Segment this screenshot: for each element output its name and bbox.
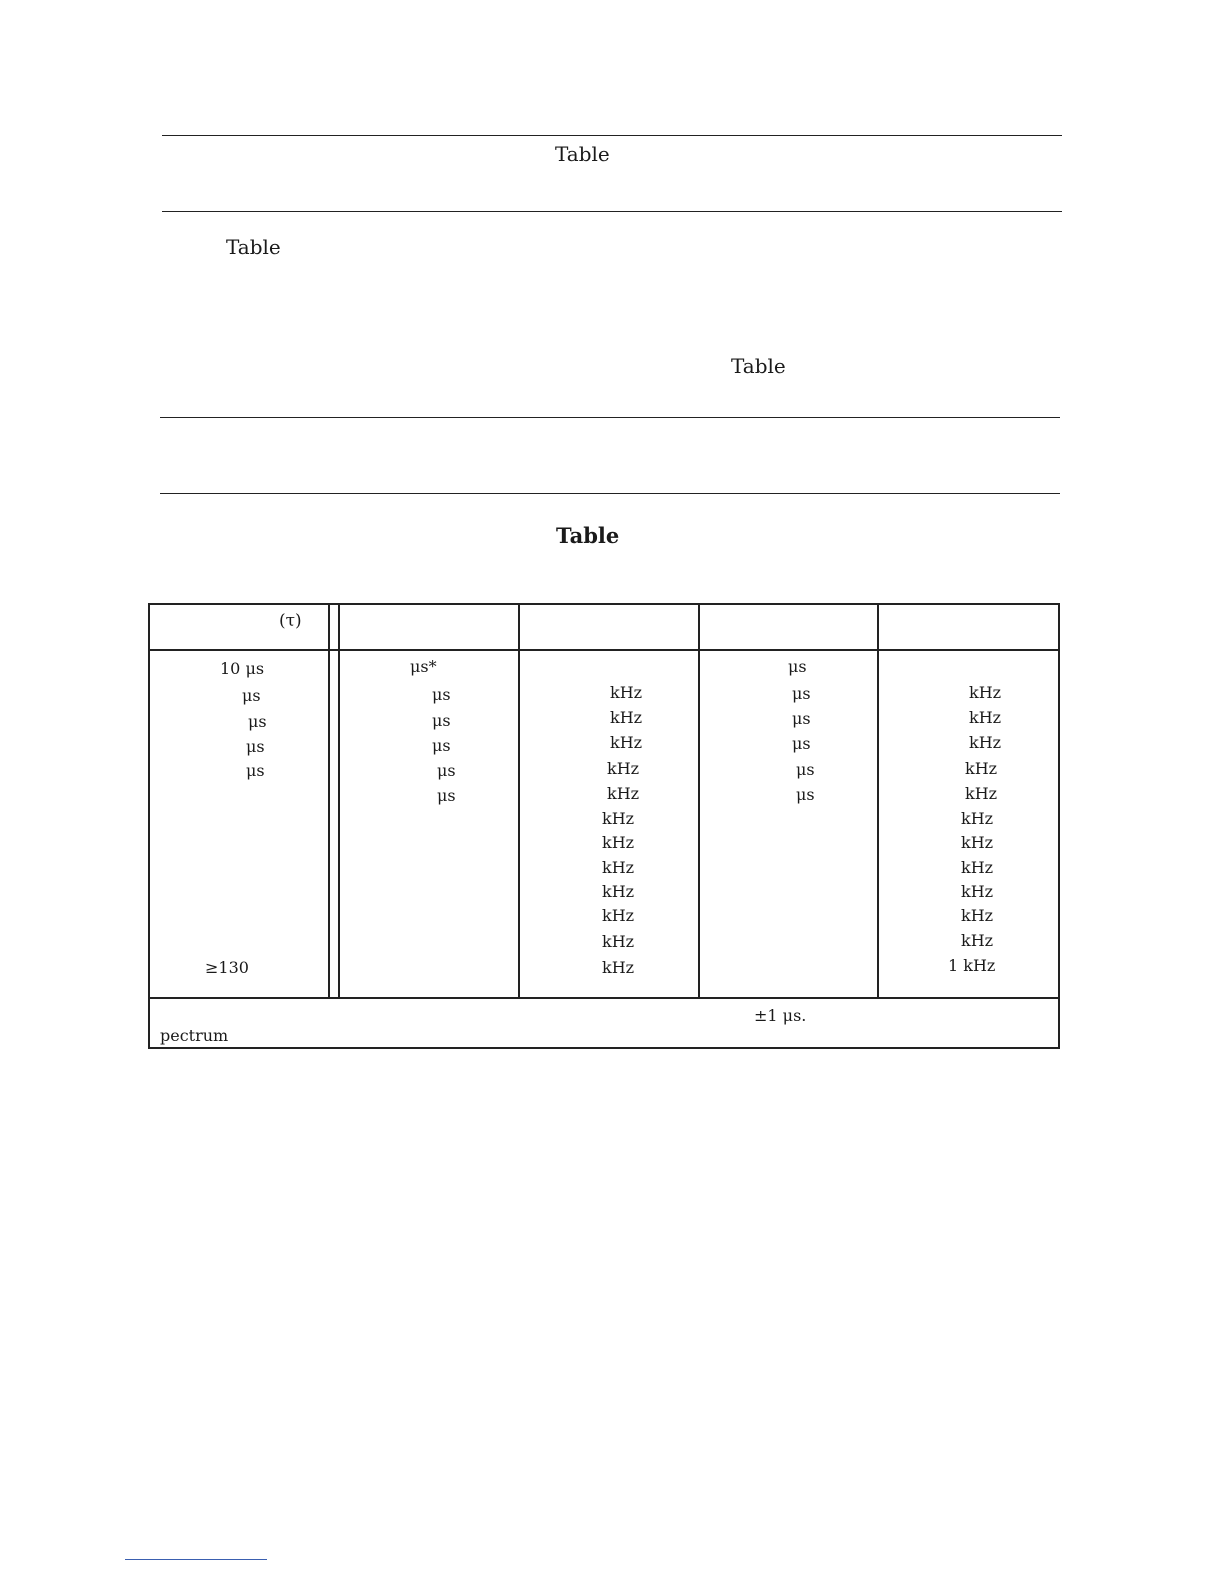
- footer-divider: [148, 997, 1060, 999]
- table-cell: kHz: [607, 759, 640, 778]
- mid-rule-1: [160, 417, 1060, 418]
- table-ref-2: Table: [226, 235, 281, 259]
- table-cell: kHz: [602, 858, 635, 877]
- col-divider-2: [698, 603, 700, 999]
- table-cell: μs: [792, 734, 811, 753]
- table-cell: kHz: [965, 784, 998, 803]
- table-cell: μs: [246, 761, 265, 780]
- table-cell: kHz: [610, 683, 643, 702]
- table-cell: μs: [792, 684, 811, 703]
- table-cell: kHz: [969, 708, 1002, 727]
- table-cell: kHz: [969, 683, 1002, 702]
- col-divider-1: [518, 603, 520, 999]
- table-cell: kHz: [961, 833, 994, 852]
- table-cell: μs: [432, 736, 451, 755]
- table-title: Table: [556, 523, 620, 548]
- table-cell: kHz: [602, 833, 635, 852]
- table-cell: μs: [432, 711, 451, 730]
- table-cell: μs: [437, 786, 456, 805]
- table-cell: kHz: [961, 931, 994, 950]
- mid-rule-2: [160, 493, 1060, 494]
- table-ref-3: Table: [731, 354, 786, 378]
- col-divider-0b: [338, 603, 340, 999]
- header-tau: (τ): [279, 611, 302, 631]
- footnote-word: pectrum: [160, 1026, 229, 1045]
- col-divider-0a: [328, 603, 330, 999]
- header-divider: [148, 649, 1060, 651]
- table-cell: 1 kHz: [948, 956, 996, 975]
- table-cell: 10 μs: [220, 659, 265, 678]
- table-cell: μs: [796, 785, 815, 804]
- table-cell: μs: [796, 760, 815, 779]
- table-cell: kHz: [965, 759, 998, 778]
- table-cell: kHz: [610, 708, 643, 727]
- table-cell: μs*: [410, 657, 437, 676]
- table-cell: kHz: [602, 906, 635, 925]
- table-ref-1: Table: [555, 142, 610, 166]
- table-cell: μs: [788, 657, 807, 676]
- table-cell: kHz: [602, 932, 635, 951]
- bottom-link-underline[interactable]: [125, 1559, 267, 1560]
- table-cell: kHz: [961, 906, 994, 925]
- table-cell: μs: [248, 712, 267, 731]
- top-rule-1: [162, 135, 1062, 136]
- table-cell: kHz: [607, 784, 640, 803]
- table-cell: μs: [432, 685, 451, 704]
- table-cell: kHz: [969, 733, 1002, 752]
- table-cell: kHz: [602, 882, 635, 901]
- table-cell: kHz: [602, 809, 635, 828]
- table-cell: ≥130: [205, 958, 249, 977]
- table-cell: kHz: [610, 733, 643, 752]
- table-cell: kHz: [961, 882, 994, 901]
- table-cell: kHz: [961, 858, 994, 877]
- table-cell: μs: [437, 761, 456, 780]
- table-cell: kHz: [602, 958, 635, 977]
- footnote-tolerance: ±1 μs.: [754, 1006, 807, 1025]
- table-cell: kHz: [961, 809, 994, 828]
- table-cell: μs: [246, 737, 265, 756]
- table-cell: μs: [792, 709, 811, 728]
- top-rule-2: [162, 211, 1062, 212]
- table-cell: μs: [242, 686, 261, 705]
- col-divider-3: [877, 603, 879, 999]
